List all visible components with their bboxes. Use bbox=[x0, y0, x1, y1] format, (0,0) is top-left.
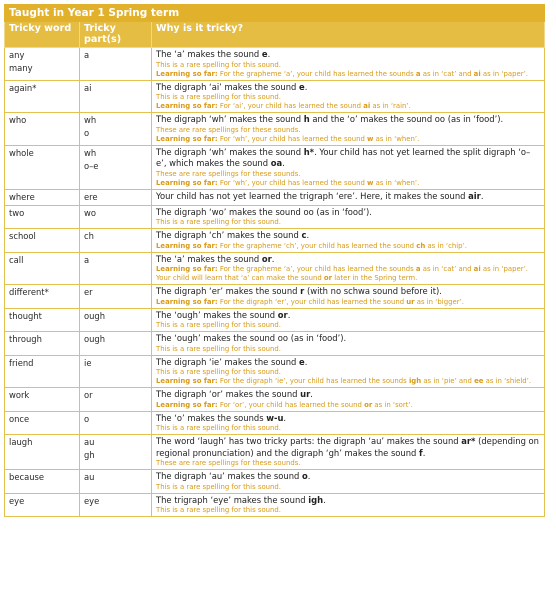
sound-emphasis: ai bbox=[473, 265, 481, 273]
explanation-cell bbox=[152, 205, 545, 229]
explanation-text bbox=[156, 254, 540, 266]
text-run: . bbox=[287, 309, 291, 320]
text-run: and the ‘o’ makes the sound oo (as in ‘food’). bbox=[309, 114, 504, 124]
tricky-part-cell: a bbox=[80, 48, 152, 81]
tricky-word-cell: because bbox=[5, 470, 80, 494]
text-run: For the grapheme ‘a’, your child has learned the sounds bbox=[219, 265, 416, 273]
text-run: as in ‘bigger’. bbox=[414, 297, 464, 306]
sound-emphasis: ch bbox=[416, 241, 426, 250]
text-run: as in ‘rain’. bbox=[370, 102, 411, 110]
explanation-cell bbox=[152, 113, 545, 146]
explanation-text bbox=[156, 389, 540, 401]
learning-so-far-label: Learning so far: bbox=[156, 297, 218, 306]
table-title: Taught in Year 1 Spring term bbox=[5, 5, 545, 22]
text-run: The digraph ‘wh’ makes the sound bbox=[156, 146, 304, 157]
tricky-part-cell: wh o bbox=[80, 113, 152, 146]
table-row bbox=[5, 189, 545, 205]
explanation-cell bbox=[152, 189, 545, 205]
tricky-part-cell: au gh bbox=[80, 435, 152, 470]
sound-emphasis: air bbox=[468, 190, 481, 201]
text-run: For the grapheme ‘ch’, your child has learned the sound bbox=[219, 241, 417, 250]
explanation-text bbox=[156, 114, 540, 126]
text-run: . bbox=[271, 253, 275, 264]
tricky-word-cell: work bbox=[5, 388, 80, 412]
explanation-text bbox=[156, 191, 540, 203]
explanation-text bbox=[156, 230, 540, 242]
tricky-word-cell: through bbox=[5, 332, 80, 356]
tricky-part-cell: ai bbox=[80, 80, 152, 113]
rare-spelling-note: This is a rare spelling for this sound. bbox=[156, 506, 281, 514]
sound-emphasis: or bbox=[323, 274, 333, 282]
explanation-text bbox=[156, 357, 540, 369]
tricky-part-cell: au bbox=[80, 470, 152, 494]
explanation-cell bbox=[152, 435, 545, 470]
explanation-text bbox=[156, 286, 540, 298]
tricky-part-cell: ch bbox=[80, 229, 152, 253]
rare-spelling-note: These are rare spellings for these sounds. bbox=[156, 169, 301, 178]
table-title-row bbox=[5, 5, 545, 22]
learning-so-far-note bbox=[156, 70, 540, 79]
learning-so-far-note bbox=[156, 135, 540, 144]
explanation-cell bbox=[152, 48, 545, 81]
text-run: For the digraph ‘ie’, your child has learned the sounds bbox=[219, 377, 409, 385]
sound-emphasis: r bbox=[300, 286, 305, 296]
rare-spelling-note: These are rare spellings for these sounds. bbox=[156, 459, 301, 467]
explanation-text bbox=[156, 436, 540, 459]
tricky-word-cell: different* bbox=[5, 285, 80, 309]
explanation-cell bbox=[152, 252, 545, 285]
text-run: For ‘or’, your child has learned the sound bbox=[219, 400, 365, 409]
sound-emphasis: ar* bbox=[461, 436, 476, 446]
text-run: as in ‘shield’. bbox=[483, 377, 532, 385]
table-row bbox=[5, 205, 545, 229]
sound-emphasis: a bbox=[415, 265, 421, 273]
tricky-part-cell: eye bbox=[80, 493, 152, 517]
rare-spelling-note: This is a rare spelling for this sound. bbox=[156, 482, 281, 491]
tricky-word-cell: who bbox=[5, 113, 80, 146]
tricky-part-cell: er bbox=[80, 285, 152, 309]
sound-emphasis: ur bbox=[406, 297, 415, 306]
table-row bbox=[5, 332, 545, 356]
text-run: . bbox=[267, 49, 271, 59]
sound-emphasis: w bbox=[367, 134, 374, 143]
text-run: The ‘o’ makes the sounds bbox=[156, 412, 267, 423]
table-row bbox=[5, 470, 545, 494]
text-run: . bbox=[282, 158, 285, 168]
text-run: The digraph ‘ai’ makes the sound bbox=[156, 81, 300, 92]
learning-so-far-note bbox=[156, 179, 540, 188]
text-run: (with no schwa sound before it). bbox=[304, 286, 442, 296]
explanation-text bbox=[156, 471, 540, 483]
tricky-part-cell: wh o–e bbox=[80, 145, 152, 189]
header-tricky-parts: Tricky part(s) bbox=[80, 22, 152, 48]
learning-so-far-label: Learning so far: bbox=[156, 241, 218, 250]
explanation-text bbox=[156, 49, 540, 61]
sound-emphasis: or bbox=[364, 400, 373, 409]
explanation-text bbox=[156, 147, 540, 170]
explanation-text bbox=[156, 413, 540, 425]
sound-emphasis: oa bbox=[270, 158, 283, 168]
text-run: . bbox=[304, 81, 308, 92]
rare-spelling-note: These are rare spellings for these sounds. bbox=[156, 125, 301, 134]
text-run: For ‘ai’, your child has learned the sound bbox=[219, 102, 364, 110]
table-row bbox=[5, 308, 545, 332]
learning-so-far-label: Learning so far: bbox=[156, 400, 218, 409]
tricky-word-cell: laugh bbox=[5, 435, 80, 470]
explanation-cell bbox=[152, 355, 545, 388]
explanation-cell bbox=[152, 411, 545, 435]
explanation-cell bbox=[152, 493, 545, 517]
sound-emphasis: w bbox=[367, 178, 374, 187]
tricky-word-cell: whole bbox=[5, 145, 80, 189]
sound-emphasis: ai bbox=[363, 102, 371, 110]
text-run: The word ‘laugh’ has two tricky parts: the digraph ‘au’ makes the sound bbox=[156, 436, 462, 446]
sound-emphasis: e bbox=[299, 81, 305, 92]
table-row bbox=[5, 145, 545, 189]
sound-emphasis: o bbox=[302, 471, 308, 481]
text-run: . bbox=[422, 447, 426, 458]
tricky-part-cell: ough bbox=[80, 332, 152, 356]
text-run: . bbox=[306, 230, 310, 240]
sound-emphasis: h bbox=[303, 114, 310, 124]
text-run: The digraph ‘er’ makes the sound bbox=[156, 286, 301, 296]
explanation-cell bbox=[152, 145, 545, 189]
text-run: The ‘a’ makes the sound bbox=[156, 49, 262, 59]
sound-emphasis: e bbox=[261, 49, 268, 59]
text-run: The digraph ‘au’ makes the sound bbox=[156, 471, 302, 481]
tricky-part-cell: a bbox=[80, 252, 152, 285]
table-row bbox=[5, 411, 545, 435]
tricky-part-cell: ough bbox=[80, 308, 152, 332]
tricky-part-cell: or bbox=[80, 388, 152, 412]
learning-so-far-note bbox=[156, 242, 540, 251]
text-run: as in ‘when’. bbox=[373, 134, 420, 143]
text-run: as in ‘cat’ and bbox=[420, 69, 474, 78]
text-run: For the digraph ‘er’, your child has learned the sound bbox=[219, 297, 407, 306]
rare-spelling-note: This is a rare spelling for this sound. bbox=[156, 321, 281, 329]
text-run: The digraph ‘wo’ makes the sound oo (as in ‘food’). bbox=[156, 206, 372, 217]
explanation-cell bbox=[152, 80, 545, 113]
rare-spelling-note: This is a rare spelling for this sound. bbox=[156, 344, 281, 353]
rare-spelling-note: This is a rare spelling for this sound. bbox=[156, 218, 281, 226]
text-run: as in ‘when’. bbox=[373, 178, 420, 187]
sound-emphasis: ee bbox=[474, 377, 484, 385]
text-run: . bbox=[323, 494, 326, 505]
header-why-tricky: Why is it tricky? bbox=[152, 22, 545, 48]
table-row bbox=[5, 435, 545, 470]
tricky-part-cell: ere bbox=[80, 189, 152, 205]
table-row bbox=[5, 388, 545, 412]
explanation-cell bbox=[152, 388, 545, 412]
tricky-word-cell: any many bbox=[5, 48, 80, 81]
sound-emphasis: h* bbox=[303, 146, 315, 157]
sound-emphasis: ur bbox=[300, 389, 311, 399]
learning-so-far-label: Learning so far: bbox=[156, 102, 218, 110]
text-run: as in ‘sort’. bbox=[372, 400, 413, 409]
text-run: later in the Spring term. bbox=[332, 274, 418, 282]
explanation-cell bbox=[152, 332, 545, 356]
text-run: . bbox=[283, 412, 287, 423]
tricky-words-table-container bbox=[4, 4, 545, 517]
sound-emphasis: c bbox=[301, 230, 307, 240]
text-run: . bbox=[307, 471, 311, 481]
explanation-text bbox=[156, 310, 540, 322]
tricky-word-cell: school bbox=[5, 229, 80, 253]
text-run: . bbox=[304, 356, 308, 367]
text-run: Your child has not yet learned the trigraph ‘ere’. Here, it makes the sound bbox=[156, 190, 469, 201]
sound-emphasis: w-u bbox=[266, 412, 284, 423]
explanation-cell bbox=[152, 229, 545, 253]
sound-emphasis: or bbox=[261, 253, 272, 264]
tricky-word-cell: eye bbox=[5, 493, 80, 517]
text-run: For ‘wh’, your child has learned the sound bbox=[219, 134, 368, 143]
text-run: The digraph ‘ie’ makes the sound bbox=[156, 356, 300, 367]
text-run: The ‘ough’ makes the sound bbox=[156, 309, 278, 320]
sound-emphasis: ai bbox=[473, 69, 481, 78]
header-tricky-word: Tricky word bbox=[5, 22, 80, 48]
column-header-row bbox=[5, 22, 545, 48]
learning-so-far-note bbox=[156, 298, 540, 307]
tricky-word-cell: where bbox=[5, 189, 80, 205]
table-row bbox=[5, 80, 545, 113]
rare-spelling-note: This is a rare spelling for this sound. bbox=[156, 424, 281, 432]
tricky-word-cell: again* bbox=[5, 80, 80, 113]
learning-so-far-label: Learning so far: bbox=[156, 178, 218, 187]
table-row bbox=[5, 229, 545, 253]
text-run: For ‘wh’, your child has learned the sound bbox=[219, 178, 368, 187]
text-run: as in ‘cat’ and bbox=[420, 265, 474, 273]
sound-emphasis: igh bbox=[308, 494, 324, 505]
text-run: . bbox=[310, 389, 313, 399]
learning-so-far-label: Learning so far: bbox=[156, 69, 218, 78]
explanation-text bbox=[156, 82, 540, 94]
learning-so-far-note bbox=[156, 401, 540, 410]
text-run: (depending on regional pronunciation) and the digraph ‘gh’ makes the sound bbox=[156, 436, 539, 458]
sound-emphasis: e bbox=[299, 356, 305, 367]
rare-spelling-note: This is a rare spelling for this sound. bbox=[156, 368, 281, 376]
text-run: The ‘ough’ makes the sound oo (as in ‘food’). bbox=[156, 333, 347, 343]
sound-emphasis: or bbox=[277, 309, 288, 320]
text-run: as in ‘chip’. bbox=[425, 241, 467, 250]
table-row bbox=[5, 252, 545, 285]
sound-emphasis: igh bbox=[408, 377, 422, 385]
explanation-cell bbox=[152, 470, 545, 494]
text-run: The trigraph ‘eye’ makes the sound bbox=[156, 494, 309, 505]
text-run: as in ‘paper’. Your child will learn that ‘a’ can make the sound bbox=[156, 265, 528, 282]
explanation-text bbox=[156, 207, 540, 219]
tricky-word-cell: friend bbox=[5, 355, 80, 388]
text-run: . Your child has not yet learned the split digraph ‘o–e’, which makes the sound bbox=[156, 146, 531, 168]
table-row bbox=[5, 355, 545, 388]
explanation-text bbox=[156, 333, 540, 345]
learning-so-far-note bbox=[156, 265, 540, 283]
tricky-word-cell: once bbox=[5, 411, 80, 435]
learning-so-far-label: Learning so far: bbox=[156, 377, 218, 385]
text-run: . bbox=[480, 190, 484, 201]
text-run: as in ‘paper’. bbox=[480, 69, 528, 78]
learning-so-far-label: Learning so far: bbox=[156, 134, 218, 143]
tricky-part-cell: o bbox=[80, 411, 152, 435]
learning-so-far-label: Learning so far: bbox=[156, 265, 218, 273]
table-row bbox=[5, 285, 545, 309]
text-run: The digraph ‘wh’ makes the sound bbox=[156, 114, 304, 124]
sound-emphasis: a bbox=[415, 69, 421, 78]
table-row bbox=[5, 493, 545, 517]
text-run: The digraph ‘or’ makes the sound bbox=[156, 389, 301, 399]
tricky-words-table bbox=[4, 4, 545, 517]
sound-emphasis: f bbox=[419, 447, 423, 458]
tricky-word-cell: two bbox=[5, 205, 80, 229]
table-row bbox=[5, 113, 545, 146]
learning-so-far-note bbox=[156, 377, 540, 386]
text-run: The ‘a’ makes the sound bbox=[156, 253, 262, 264]
text-run: For the grapheme ‘a’, your child has learned the sounds bbox=[219, 69, 416, 78]
tricky-word-cell: call bbox=[5, 252, 80, 285]
tricky-word-cell: thought bbox=[5, 308, 80, 332]
learning-so-far-note bbox=[156, 102, 540, 111]
explanation-cell bbox=[152, 308, 545, 332]
text-run: The digraph ‘ch’ makes the sound bbox=[156, 230, 302, 240]
text-run: as in ‘pie’ and bbox=[421, 377, 475, 385]
table-row bbox=[5, 48, 545, 81]
tricky-part-cell: ie bbox=[80, 355, 152, 388]
explanation-cell bbox=[152, 285, 545, 309]
rare-spelling-note: This is a rare spelling for this sound. bbox=[156, 93, 281, 101]
explanation-text bbox=[156, 495, 540, 507]
tricky-part-cell: wo bbox=[80, 205, 152, 229]
rare-spelling-note: This is a rare spelling for this sound. bbox=[156, 60, 281, 69]
